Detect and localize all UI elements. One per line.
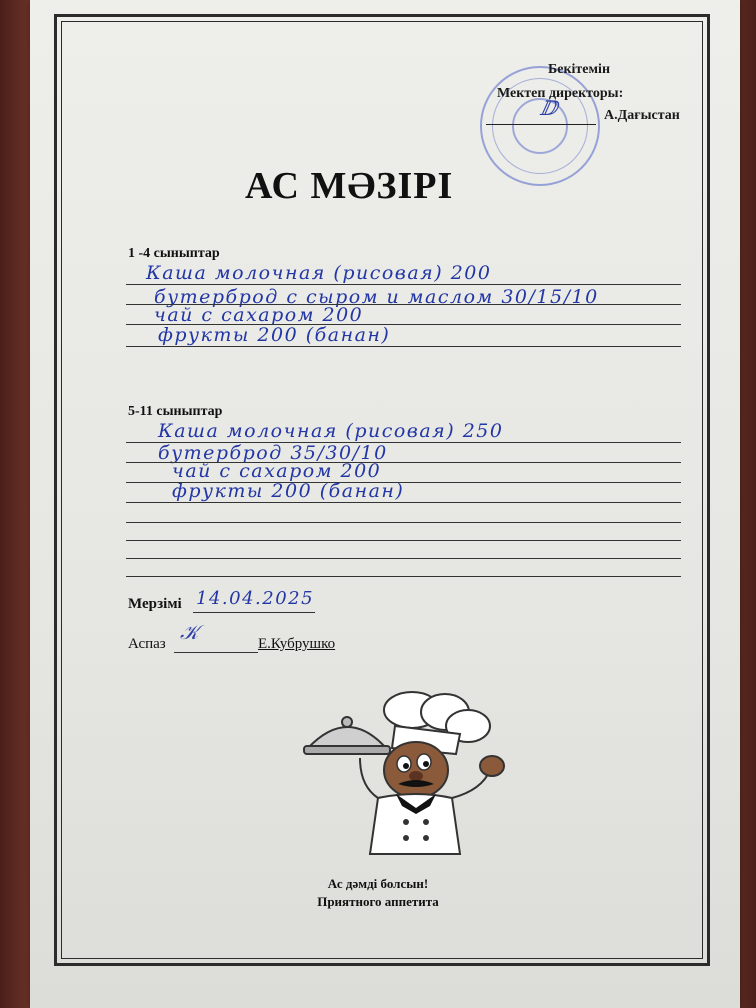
serving-cloche-icon bbox=[304, 717, 390, 754]
closing-russian: Приятного аппетита bbox=[317, 894, 439, 909]
section-label-1-4: 1 -4 сыныптар bbox=[128, 246, 220, 261]
ruled-line bbox=[126, 540, 681, 541]
cook-signature: 𝒦 bbox=[180, 620, 199, 644]
ruled-line bbox=[126, 522, 681, 523]
ruled-line bbox=[126, 576, 681, 577]
date-label: Мерзімі bbox=[128, 596, 182, 612]
menu-item: бутерброд 35/30/10 bbox=[158, 442, 388, 464]
director-signature: ⅅ bbox=[540, 96, 558, 120]
ruled-line bbox=[126, 284, 681, 285]
section-label-5-11: 5-11 сыныптар bbox=[128, 404, 223, 419]
date-line bbox=[193, 612, 315, 613]
official-stamp bbox=[480, 66, 600, 186]
ruled-line bbox=[126, 502, 681, 503]
cook-signature-line bbox=[174, 652, 258, 653]
ruled-line bbox=[126, 558, 681, 559]
cook-label: Аспаз bbox=[128, 636, 166, 652]
menu-item: чай с сахаром 200 bbox=[172, 460, 382, 482]
ruled-line bbox=[126, 346, 681, 347]
menu-item: Каша молочная (рисовая) 250 bbox=[158, 420, 504, 442]
menu-item: фрукты 200 (банан) bbox=[158, 324, 391, 346]
page-title: АС МӘЗІРІ bbox=[245, 165, 454, 207]
closing-kazakh: Ас дәмді болсын! bbox=[327, 876, 429, 891]
menu-item: фрукты 200 (банан) bbox=[172, 480, 405, 502]
chef-face-icon bbox=[384, 742, 448, 798]
menu-item: Каша молочная (рисовая) 200 bbox=[146, 262, 492, 284]
approval-title: Бекітемін bbox=[548, 62, 611, 77]
cook-name: Е.Кубрушко bbox=[258, 636, 336, 652]
menu-item: бутерброд с сыром и маслом 30/15/10 bbox=[154, 286, 599, 308]
menu-item: чай с сахаром 200 bbox=[154, 304, 364, 326]
approval-role: Мектеп директоры: bbox=[497, 86, 624, 101]
director-name: А.Дағыстан bbox=[604, 108, 680, 123]
date-value: 14.04.2025 bbox=[196, 588, 315, 609]
chef-illustration bbox=[300, 686, 520, 856]
signature-line bbox=[486, 124, 596, 125]
